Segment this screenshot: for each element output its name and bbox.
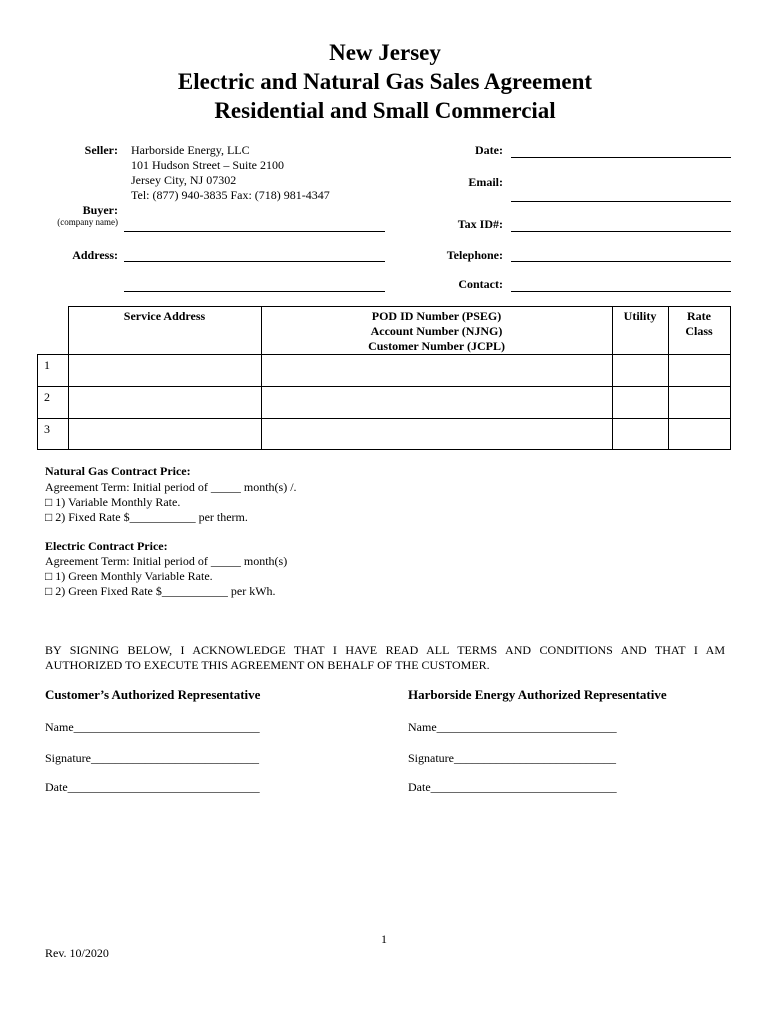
electric-option-variable[interactable]: □ 1) Green Monthly Variable Rate. (45, 569, 213, 583)
header-pod-id: POD ID Number (PSEG) Account Number (NJNG) Customer Number (JCPL) (261, 307, 612, 355)
buyer-input-line[interactable] (124, 231, 385, 232)
header-utility: Utility (612, 307, 668, 355)
rate-class-cell[interactable] (668, 355, 730, 387)
email-input-line[interactable] (511, 201, 731, 202)
address-label: Address: (72, 248, 118, 262)
harborside-date-field[interactable]: Date_______________________________ (408, 780, 617, 794)
buyer-label: Buyer: (82, 203, 118, 217)
service-address-cell[interactable] (68, 419, 261, 450)
customer-rep-heading: Customer’s Authorized Representative (45, 687, 261, 702)
utility-cell[interactable] (612, 355, 668, 387)
rate-class-cell[interactable] (668, 419, 730, 450)
contact-label: Contact: (458, 277, 503, 291)
revision-label: Rev. 10/2020 (45, 946, 109, 960)
address-input-line-2[interactable] (124, 291, 385, 292)
table-header-row (38, 307, 731, 355)
header-rate-class: Rate Class (668, 307, 730, 355)
buyer-sublabel: (company name) (57, 217, 118, 227)
pod-id-cell[interactable] (261, 419, 612, 450)
gas-option-variable[interactable]: □ 1) Variable Monthly Rate. (45, 495, 181, 509)
electric-option-fixed[interactable]: □ 2) Green Fixed Rate $___________ per kWh. (45, 584, 276, 598)
harborside-rep-heading: Harborside Energy Authorized Representative (408, 687, 667, 702)
electric-heading: Electric Contract Price: (45, 539, 168, 553)
date-input-line[interactable] (511, 157, 731, 158)
telephone-label: Telephone: (446, 248, 503, 262)
seller-address-2: Jersey City, NJ 07302 (131, 173, 237, 187)
seller-label: Seller: (84, 143, 118, 157)
utility-cell[interactable] (612, 419, 668, 450)
contact-input-line[interactable] (511, 291, 731, 292)
rate-class-cell[interactable] (668, 387, 730, 419)
service-address-cell[interactable] (68, 355, 261, 387)
tax-id-label: Tax ID#: (457, 217, 503, 231)
customer-signature-field[interactable]: Signature____________________________ (45, 751, 259, 765)
title-line-2: Electric and Natural Gas Sales Agreement (177, 69, 593, 94)
gas-heading: Natural Gas Contract Price: (45, 464, 191, 478)
row-number: 3 (38, 419, 69, 450)
acknowledgement-line-1: BY SIGNING BELOW, I ACKNOWLEDGE THAT I HAVE READ ALL TERMS AND CONDITIONS AND THAT I AM (45, 643, 725, 657)
title-line-3: Residential and Small Commercial (214, 98, 556, 123)
email-label: Email: (468, 175, 503, 189)
telephone-input-line[interactable] (511, 261, 731, 262)
acknowledgement-line-2: AUTHORIZED TO EXECUTE THIS AGREEMENT ON BEHALF OF THE CUSTOMER. (45, 658, 490, 672)
seller-address-1: 101 Hudson Street – Suite 2100 (131, 158, 284, 172)
title-line-1: New Jersey (329, 40, 441, 65)
address-input-line-1[interactable] (124, 261, 385, 262)
row-number: 1 (38, 355, 69, 387)
utility-cell[interactable] (612, 387, 668, 419)
customer-date-field[interactable]: Date________________________________ (45, 780, 260, 794)
table-row (38, 387, 731, 419)
header-service-address: Service Address (68, 307, 261, 355)
electric-term: Agreement Term: Initial period of _____ month(s) (45, 554, 288, 568)
service-table (37, 306, 731, 450)
seller-phone: Tel: (877) 940-3835 Fax: (718) 981-4347 (131, 188, 330, 202)
gas-option-fixed[interactable]: □ 2) Fixed Rate $___________ per therm. (45, 510, 248, 524)
pod-id-cell[interactable] (261, 387, 612, 419)
date-label: Date: (475, 143, 503, 157)
tax-id-input-line[interactable] (511, 231, 731, 232)
page-number: 1 (381, 932, 387, 946)
table-row (38, 419, 731, 450)
row-number: 2 (38, 387, 69, 419)
pod-id-cell[interactable] (261, 355, 612, 387)
customer-name-field[interactable]: Name_______________________________ (45, 720, 260, 734)
harborside-name-field[interactable]: Name______________________________ (408, 720, 617, 734)
gas-term: Agreement Term: Initial period of _____ month(s) /. (45, 480, 297, 494)
seller-name: Harborside Energy, LLC (131, 143, 250, 157)
service-address-cell[interactable] (68, 387, 261, 419)
harborside-signature-field[interactable]: Signature___________________________ (408, 751, 616, 765)
table-row (38, 355, 731, 387)
